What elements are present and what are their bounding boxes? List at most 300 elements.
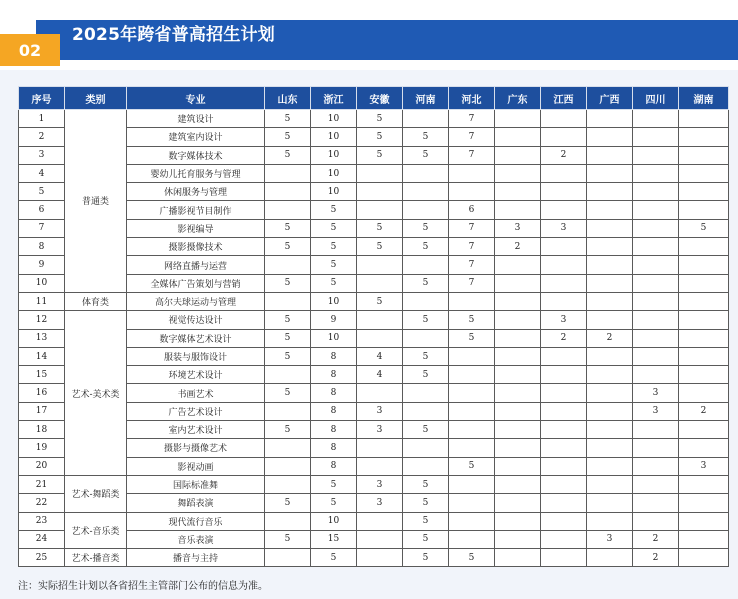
quota-cell <box>541 256 587 274</box>
quota-cell <box>633 421 679 439</box>
quota-cell <box>541 384 587 402</box>
quota-cell <box>495 128 541 146</box>
quota-cell <box>633 311 679 329</box>
quota-cell: 5 <box>265 238 311 256</box>
quota-cell <box>587 219 633 237</box>
quota-cell <box>679 366 729 384</box>
quota-cell <box>587 128 633 146</box>
table-row <box>19 292 729 310</box>
quota-cell <box>495 347 541 365</box>
quota-cell <box>541 347 587 365</box>
quota-cell <box>679 183 729 201</box>
quota-cell <box>633 475 679 493</box>
quota-cell <box>541 475 587 493</box>
quota-cell <box>587 311 633 329</box>
quota-cell: 5 <box>357 292 403 310</box>
quota-cell <box>679 238 729 256</box>
quota-cell <box>449 366 495 384</box>
major-cell: 建筑室内设计 <box>127 128 265 146</box>
row-number-cell: 21 <box>19 475 65 493</box>
row-number-cell: 1 <box>19 110 65 128</box>
column-header: 湖南 <box>679 87 729 110</box>
quota-cell <box>587 274 633 292</box>
quota-cell: 5 <box>449 311 495 329</box>
quota-cell: 5 <box>403 274 449 292</box>
major-cell: 音乐表演 <box>127 530 265 548</box>
enrollment-plan-table <box>18 86 729 567</box>
quota-cell <box>495 274 541 292</box>
quota-cell <box>679 146 729 164</box>
quota-cell: 5 <box>311 549 357 567</box>
row-number-cell: 18 <box>19 421 65 439</box>
quota-cell <box>541 421 587 439</box>
quota-cell <box>633 366 679 384</box>
category-cell: 艺术-美术类 <box>65 311 127 476</box>
quota-cell <box>403 201 449 219</box>
quota-cell: 5 <box>449 329 495 347</box>
major-cell: 国际标准舞 <box>127 475 265 493</box>
quota-cell <box>495 110 541 128</box>
quota-cell: 7 <box>449 110 495 128</box>
quota-cell <box>265 402 311 420</box>
quota-cell <box>495 530 541 548</box>
row-number-cell: 20 <box>19 457 65 475</box>
quota-cell: 8 <box>311 457 357 475</box>
quota-cell <box>541 110 587 128</box>
quota-cell <box>265 256 311 274</box>
quota-cell <box>449 475 495 493</box>
table-row <box>19 110 729 128</box>
row-number-cell: 8 <box>19 238 65 256</box>
quota-cell: 5 <box>403 146 449 164</box>
quota-cell <box>449 347 495 365</box>
quota-cell: 10 <box>311 183 357 201</box>
quota-cell <box>541 274 587 292</box>
major-cell: 数字媒体艺术设计 <box>127 329 265 347</box>
major-cell: 影视编导 <box>127 219 265 237</box>
quota-cell <box>403 384 449 402</box>
quota-cell: 5 <box>311 219 357 237</box>
quota-cell <box>587 256 633 274</box>
quota-cell: 3 <box>633 384 679 402</box>
page-title: 2025年跨省普高招生计划 <box>72 25 275 45</box>
title-bar <box>36 20 738 60</box>
major-cell: 全媒体广告策划与营销 <box>127 274 265 292</box>
column-header: 四川 <box>633 87 679 110</box>
quota-cell <box>633 201 679 219</box>
quota-cell <box>495 292 541 310</box>
quota-cell <box>587 402 633 420</box>
row-number-cell: 14 <box>19 347 65 365</box>
quota-cell <box>541 439 587 457</box>
quota-cell <box>495 329 541 347</box>
quota-cell <box>265 164 311 182</box>
row-number-cell: 25 <box>19 549 65 567</box>
quota-cell <box>541 457 587 475</box>
quota-cell <box>541 549 587 567</box>
column-header: 河南 <box>403 87 449 110</box>
quota-cell <box>633 110 679 128</box>
major-cell: 数字媒体技术 <box>127 146 265 164</box>
row-number-cell: 13 <box>19 329 65 347</box>
column-header: 专业 <box>127 87 265 110</box>
quota-cell: 8 <box>311 366 357 384</box>
major-cell: 婴幼儿托育服务与管理 <box>127 164 265 182</box>
quota-cell <box>587 366 633 384</box>
quota-cell: 7 <box>449 219 495 237</box>
quota-cell <box>633 329 679 347</box>
quota-cell <box>357 329 403 347</box>
major-cell: 摄影摄像技术 <box>127 238 265 256</box>
column-header: 广东 <box>495 87 541 110</box>
column-header: 河北 <box>449 87 495 110</box>
quota-cell: 7 <box>449 256 495 274</box>
quota-cell: 5 <box>357 110 403 128</box>
quota-cell <box>633 274 679 292</box>
quota-cell <box>633 256 679 274</box>
quota-cell <box>495 201 541 219</box>
row-number-cell: 11 <box>19 292 65 310</box>
quota-cell <box>587 110 633 128</box>
major-cell: 影视动画 <box>127 457 265 475</box>
row-number-cell: 10 <box>19 274 65 292</box>
quota-cell: 5 <box>311 475 357 493</box>
quota-cell <box>587 183 633 201</box>
quota-cell <box>357 201 403 219</box>
quota-cell: 5 <box>311 256 357 274</box>
quota-cell: 5 <box>403 366 449 384</box>
column-header: 江西 <box>541 87 587 110</box>
quota-cell: 10 <box>311 128 357 146</box>
quota-cell: 5 <box>265 219 311 237</box>
quota-cell <box>357 384 403 402</box>
row-number-cell: 6 <box>19 201 65 219</box>
quota-cell: 4 <box>357 347 403 365</box>
major-cell: 网络直播与运营 <box>127 256 265 274</box>
quota-cell: 7 <box>449 146 495 164</box>
quota-cell: 3 <box>357 421 403 439</box>
quota-cell <box>357 549 403 567</box>
row-number-cell: 7 <box>19 219 65 237</box>
quota-cell <box>633 183 679 201</box>
quota-cell: 5 <box>265 421 311 439</box>
category-cell: 艺术-舞蹈类 <box>65 475 127 512</box>
quota-cell: 5 <box>357 128 403 146</box>
row-number-cell: 9 <box>19 256 65 274</box>
major-cell: 室内艺术设计 <box>127 421 265 439</box>
quota-cell <box>587 421 633 439</box>
quota-cell <box>495 421 541 439</box>
quota-cell <box>587 457 633 475</box>
quota-cell <box>587 146 633 164</box>
quota-cell: 5 <box>403 549 449 567</box>
quota-cell <box>541 201 587 219</box>
quota-cell: 8 <box>311 402 357 420</box>
quota-cell <box>679 512 729 530</box>
quota-cell <box>541 512 587 530</box>
row-number-cell: 23 <box>19 512 65 530</box>
quota-cell <box>449 384 495 402</box>
row-number-cell: 19 <box>19 439 65 457</box>
major-cell: 舞蹈表演 <box>127 494 265 512</box>
column-header: 广西 <box>587 87 633 110</box>
quota-cell <box>449 292 495 310</box>
quota-cell <box>495 549 541 567</box>
quota-cell <box>449 421 495 439</box>
column-header: 安徽 <box>357 87 403 110</box>
quota-cell: 5 <box>265 128 311 146</box>
quota-cell <box>357 274 403 292</box>
quota-cell <box>679 494 729 512</box>
quota-cell: 5 <box>265 347 311 365</box>
quota-cell <box>403 292 449 310</box>
major-cell: 服装与服饰设计 <box>127 347 265 365</box>
quota-cell: 5 <box>357 238 403 256</box>
quota-cell <box>633 439 679 457</box>
quota-cell <box>495 475 541 493</box>
row-number-cell: 15 <box>19 366 65 384</box>
quota-cell: 5 <box>357 146 403 164</box>
quota-cell <box>265 292 311 310</box>
major-cell: 摄影与摄像艺术 <box>127 439 265 457</box>
column-header: 浙江 <box>311 87 357 110</box>
quota-cell <box>541 238 587 256</box>
category-cell: 普通类 <box>65 110 127 293</box>
quota-cell: 10 <box>311 512 357 530</box>
quota-cell: 5 <box>265 530 311 548</box>
footnote: 注：实际招生计划以各省招生主管部门公布的信息为准。 <box>18 581 268 592</box>
quota-cell <box>403 402 449 420</box>
row-number-cell: 4 <box>19 164 65 182</box>
quota-cell: 8 <box>311 439 357 457</box>
row-number-cell: 5 <box>19 183 65 201</box>
quota-cell <box>495 439 541 457</box>
quota-cell: 5 <box>403 475 449 493</box>
quota-cell: 5 <box>265 274 311 292</box>
quota-cell: 2 <box>587 329 633 347</box>
quota-cell <box>495 402 541 420</box>
row-number-cell: 12 <box>19 311 65 329</box>
row-number-cell: 16 <box>19 384 65 402</box>
row-number-cell: 24 <box>19 530 65 548</box>
quota-cell: 5 <box>403 421 449 439</box>
quota-cell: 5 <box>403 128 449 146</box>
major-cell: 休闲服务与管理 <box>127 183 265 201</box>
major-cell: 建筑设计 <box>127 110 265 128</box>
quota-cell <box>495 311 541 329</box>
quota-cell <box>357 457 403 475</box>
quota-cell: 5 <box>265 110 311 128</box>
category-cell: 艺术-音乐类 <box>65 512 127 549</box>
major-cell: 播音与主持 <box>127 549 265 567</box>
quota-cell: 5 <box>403 347 449 365</box>
quota-cell: 3 <box>633 402 679 420</box>
quota-cell <box>633 512 679 530</box>
quota-cell: 8 <box>311 421 357 439</box>
quota-cell: 5 <box>311 201 357 219</box>
quota-cell <box>587 494 633 512</box>
quota-cell <box>403 329 449 347</box>
quota-cell <box>357 311 403 329</box>
quota-cell: 5 <box>357 219 403 237</box>
quota-cell <box>403 457 449 475</box>
quota-cell <box>449 402 495 420</box>
content-panel <box>0 70 738 599</box>
quota-cell <box>679 292 729 310</box>
quota-cell <box>587 475 633 493</box>
quota-cell <box>679 421 729 439</box>
quota-cell: 5 <box>403 311 449 329</box>
quota-cell <box>357 512 403 530</box>
quota-cell <box>357 164 403 182</box>
quota-cell: 5 <box>403 494 449 512</box>
quota-cell <box>633 457 679 475</box>
quota-cell <box>265 549 311 567</box>
row-number-cell: 22 <box>19 494 65 512</box>
quota-cell: 3 <box>541 219 587 237</box>
column-header: 山东 <box>265 87 311 110</box>
quota-cell <box>357 183 403 201</box>
quota-cell: 5 <box>449 549 495 567</box>
quota-cell <box>495 512 541 530</box>
quota-cell: 9 <box>311 311 357 329</box>
quota-cell <box>495 146 541 164</box>
quota-cell <box>449 530 495 548</box>
major-cell: 广播影视节目制作 <box>127 201 265 219</box>
quota-cell: 5 <box>311 238 357 256</box>
quota-cell: 3 <box>357 494 403 512</box>
major-cell: 环境艺术设计 <box>127 366 265 384</box>
quota-cell: 2 <box>633 530 679 548</box>
quota-cell: 5 <box>265 311 311 329</box>
quota-cell <box>679 164 729 182</box>
quota-cell <box>541 530 587 548</box>
quota-cell: 5 <box>311 274 357 292</box>
quota-cell <box>357 530 403 548</box>
quota-cell: 3 <box>587 530 633 548</box>
table-row <box>19 512 729 530</box>
quota-cell <box>679 311 729 329</box>
major-cell: 书画艺术 <box>127 384 265 402</box>
quota-cell: 3 <box>357 402 403 420</box>
quota-cell: 2 <box>541 146 587 164</box>
quota-cell: 5 <box>265 494 311 512</box>
table-body <box>19 110 729 567</box>
quota-cell: 7 <box>449 238 495 256</box>
quota-cell <box>587 164 633 182</box>
quota-cell <box>357 439 403 457</box>
quota-cell <box>265 512 311 530</box>
quota-cell <box>587 512 633 530</box>
quota-cell <box>633 347 679 365</box>
table-row <box>19 311 729 329</box>
quota-cell <box>449 512 495 530</box>
quota-cell: 5 <box>265 329 311 347</box>
quota-cell <box>541 164 587 182</box>
quota-cell <box>495 457 541 475</box>
quota-cell: 5 <box>265 384 311 402</box>
quota-cell: 10 <box>311 292 357 310</box>
quota-cell: 5 <box>403 530 449 548</box>
major-cell: 高尔夫球运动与管理 <box>127 292 265 310</box>
quota-cell: 2 <box>495 238 541 256</box>
quota-cell <box>403 183 449 201</box>
quota-cell <box>265 366 311 384</box>
quota-cell <box>679 530 729 548</box>
table-header-row <box>19 87 729 110</box>
quota-cell <box>403 110 449 128</box>
quota-cell <box>449 439 495 457</box>
quota-cell <box>541 128 587 146</box>
quota-cell <box>679 439 729 457</box>
quota-cell <box>403 164 449 182</box>
major-cell: 现代流行音乐 <box>127 512 265 530</box>
quota-cell <box>357 256 403 274</box>
quota-cell <box>679 256 729 274</box>
major-cell: 广告艺术设计 <box>127 402 265 420</box>
quota-cell <box>587 347 633 365</box>
quota-cell <box>495 164 541 182</box>
quota-cell <box>265 439 311 457</box>
column-header: 类别 <box>65 87 127 110</box>
quota-cell <box>679 128 729 146</box>
quota-cell: 2 <box>541 329 587 347</box>
section-header <box>0 20 738 64</box>
row-number-cell: 3 <box>19 146 65 164</box>
quota-cell <box>633 292 679 310</box>
quota-cell <box>495 183 541 201</box>
quota-cell: 5 <box>679 219 729 237</box>
category-cell: 艺术-播音类 <box>65 549 127 567</box>
quota-cell <box>679 329 729 347</box>
quota-cell <box>633 494 679 512</box>
quota-cell: 7 <box>449 128 495 146</box>
quota-cell: 8 <box>311 384 357 402</box>
table-row <box>19 475 729 493</box>
table-row <box>19 549 729 567</box>
quota-cell <box>587 384 633 402</box>
quota-cell <box>449 494 495 512</box>
quota-cell <box>541 183 587 201</box>
quota-cell: 2 <box>679 402 729 420</box>
quota-cell <box>449 164 495 182</box>
quota-cell <box>403 439 449 457</box>
quota-cell <box>265 475 311 493</box>
column-header: 序号 <box>19 87 65 110</box>
quota-cell: 2 <box>633 549 679 567</box>
quota-cell: 5 <box>403 512 449 530</box>
quota-cell: 5 <box>449 457 495 475</box>
quota-cell: 4 <box>357 366 403 384</box>
quota-cell: 3 <box>679 457 729 475</box>
quota-cell: 8 <box>311 347 357 365</box>
quota-cell <box>495 494 541 512</box>
row-number-cell: 17 <box>19 402 65 420</box>
quota-cell <box>541 494 587 512</box>
quota-cell <box>587 238 633 256</box>
quota-cell <box>679 384 729 402</box>
category-cell: 体育类 <box>65 292 127 310</box>
quota-cell <box>587 292 633 310</box>
quota-cell: 10 <box>311 329 357 347</box>
quota-cell <box>541 402 587 420</box>
quota-cell <box>679 110 729 128</box>
quota-cell: 3 <box>541 311 587 329</box>
quota-cell <box>587 549 633 567</box>
quota-cell <box>265 201 311 219</box>
quota-cell: 3 <box>495 219 541 237</box>
quota-cell <box>541 366 587 384</box>
